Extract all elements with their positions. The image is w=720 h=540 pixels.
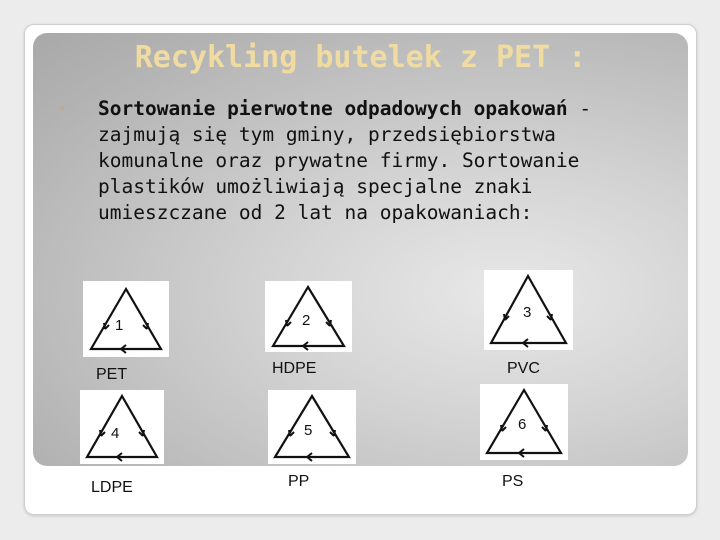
symbol-number: 5 bbox=[304, 422, 313, 439]
recycling-symbol-3 bbox=[484, 270, 573, 350]
symbol-number: 3 bbox=[523, 304, 532, 321]
recycling-symbol-5 bbox=[268, 390, 356, 464]
recycling-symbol-2 bbox=[265, 281, 352, 352]
symbol-number: 6 bbox=[518, 416, 527, 433]
recycling-triangle-icon bbox=[83, 281, 169, 357]
recycling-symbol-1 bbox=[83, 281, 169, 357]
recycling-symbol-4 bbox=[80, 390, 164, 464]
recycling-triangle-icon bbox=[80, 390, 164, 464]
slide-title: Recykling butelek z PET : bbox=[134, 40, 587, 75]
symbol-label-pvc: PVC bbox=[507, 360, 540, 377]
symbol-label-pp: PP bbox=[288, 473, 310, 490]
symbol-number: 4 bbox=[111, 425, 120, 442]
symbol-label-hdpe: HDPE bbox=[272, 360, 317, 377]
bullet-lead: Sortowanie pierwotne odpadowych opakowań bbox=[98, 97, 568, 120]
bullet-text bbox=[98, 96, 658, 226]
bullet-rest: - zajmują się tym gminy, przedsiębiorstwa komunalne oraz prywatne firmy. Sortowanie plastików umożliwiają specjalne znaki umieszczane od 2 lat na opakowaniach: bbox=[98, 97, 592, 224]
recycling-symbol-6 bbox=[480, 384, 568, 460]
symbol-label-pet: PET bbox=[96, 366, 128, 383]
symbol-number: 1 bbox=[115, 317, 124, 334]
bullet-icon: ◦ bbox=[58, 102, 66, 117]
symbol-label-ldpe: LDPE bbox=[91, 479, 133, 496]
symbol-number: 2 bbox=[302, 312, 311, 329]
symbol-label-ps: PS bbox=[502, 473, 524, 490]
